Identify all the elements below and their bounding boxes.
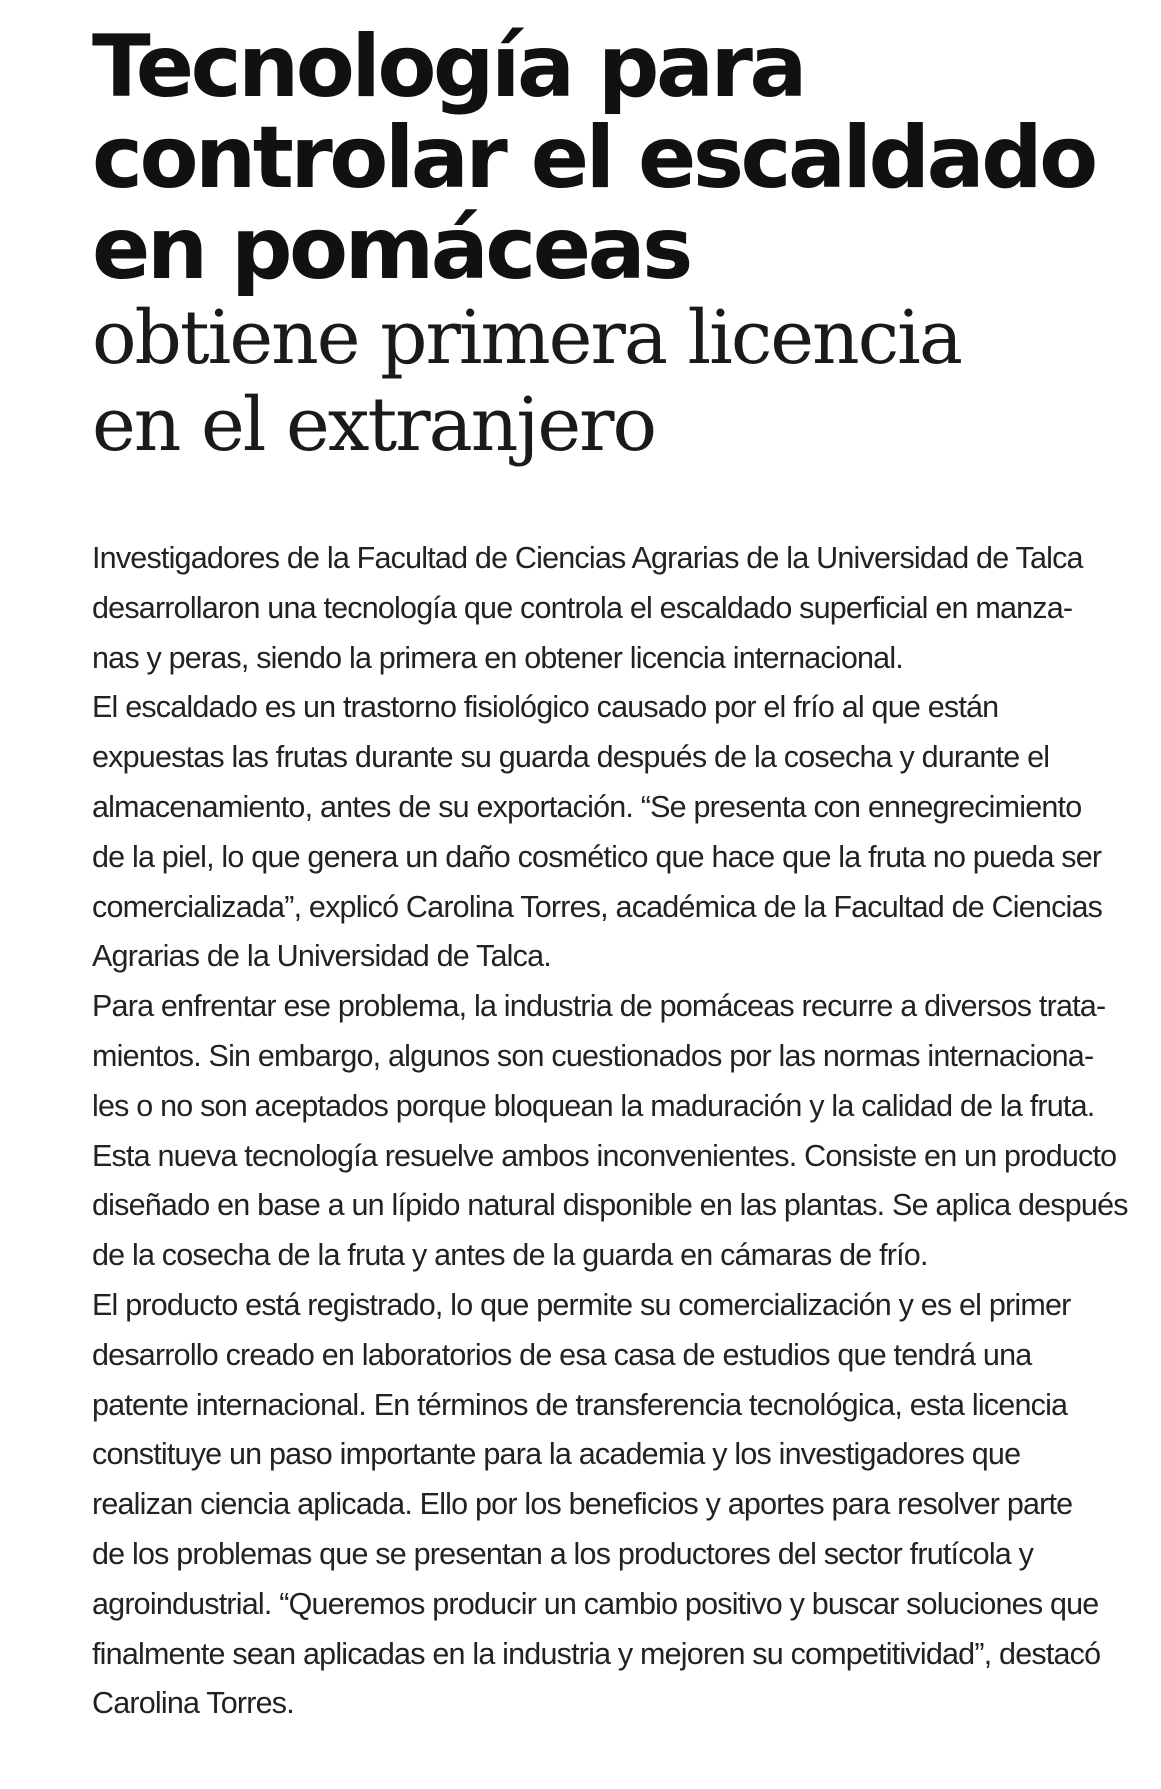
body-line: desarrollo creado en laboratorios de esa casa de estudios que tendrá una: [92, 1337, 1032, 1372]
headline-line: en pomáceas: [92, 199, 690, 299]
body-line: nas y peras, siendo la primera en obtener licencia internacional.: [92, 640, 903, 675]
body-line: Para enfrentar ese problema, la industria de pomáceas recurre a diversos trata-: [92, 989, 1106, 1024]
body-line: desarrollaron una tecnología que controla el escaldado superficial en manza-: [92, 590, 1073, 625]
headline: [92, 17, 1112, 299]
headline-line: controlar el escaldado: [92, 108, 1095, 208]
subheadline-line: obtiene primera licencia: [92, 295, 961, 381]
body-line: mientos. Sin embargo, algunos son cuestionados por las normas internaciona-: [92, 1038, 1094, 1073]
body-line: El producto está registrado, lo que permite su comercialización y es el primer: [92, 1287, 1071, 1322]
body-line: almacenamiento, antes de su exportación. “Se presenta con ennegrecimiento: [92, 789, 1082, 824]
body-line: de la cosecha de la fruta y antes de la guarda en cámaras de frío.: [92, 1238, 928, 1273]
body-line: Investigadores de la Facultad de Ciencias Agrarias de la Universidad de Talca: [92, 541, 1083, 575]
body-line: diseñado en base a un lípido natural disponible en las plantas. Se aplica después: [92, 1188, 1128, 1223]
body-line: de los problemas que se presentan a los productores del sector frutícola y: [92, 1536, 1034, 1571]
headline-line: Tecnología para: [92, 17, 804, 117]
subheadline: [92, 295, 1112, 469]
body-line: Esta nueva tecnología resuelve ambos inconvenientes. Consiste en un producto: [92, 1138, 1117, 1173]
body-line: finalmente sean aplicadas en la industria y mejoren su competitividad”, destacó: [92, 1636, 1101, 1671]
body-line: de la piel, lo que genera un daño cosmético que hace que la fruta no pueda ser: [92, 839, 1102, 874]
subheadline-line: en el extranjero: [92, 382, 656, 468]
body-line: realizan ciencia aplicada. Ello por los beneficios y aportes para resolver parte: [92, 1487, 1073, 1522]
body-line: agroindustrial. “Queremos producir un cambio positivo y buscar soluciones que: [92, 1586, 1099, 1621]
article-body: [92, 534, 1128, 1729]
body-line: comercializada”, explicó Carolina Torres, académica de la Facultad de Ciencias: [92, 889, 1103, 924]
body-line: constituye un paso importante para la academia y los investigadores que: [92, 1437, 1021, 1472]
body-line: expuestas las frutas durante su guarda después de la cosecha y durante el: [92, 740, 1050, 775]
body-line: les o no son aceptados porque bloquean la maduración y la calidad de la fruta.: [92, 1088, 1095, 1123]
body-line: Carolina Torres.: [92, 1686, 294, 1721]
body-line: El escaldado es un trastorno fisiológico causado por el frío al que están: [92, 690, 999, 725]
body-line: patente internacional. En términos de transferencia tecnológica, esta licencia: [92, 1387, 1068, 1422]
article-header: [92, 17, 1112, 469]
body-line: Agrarias de la Universidad de Talca.: [92, 939, 551, 974]
